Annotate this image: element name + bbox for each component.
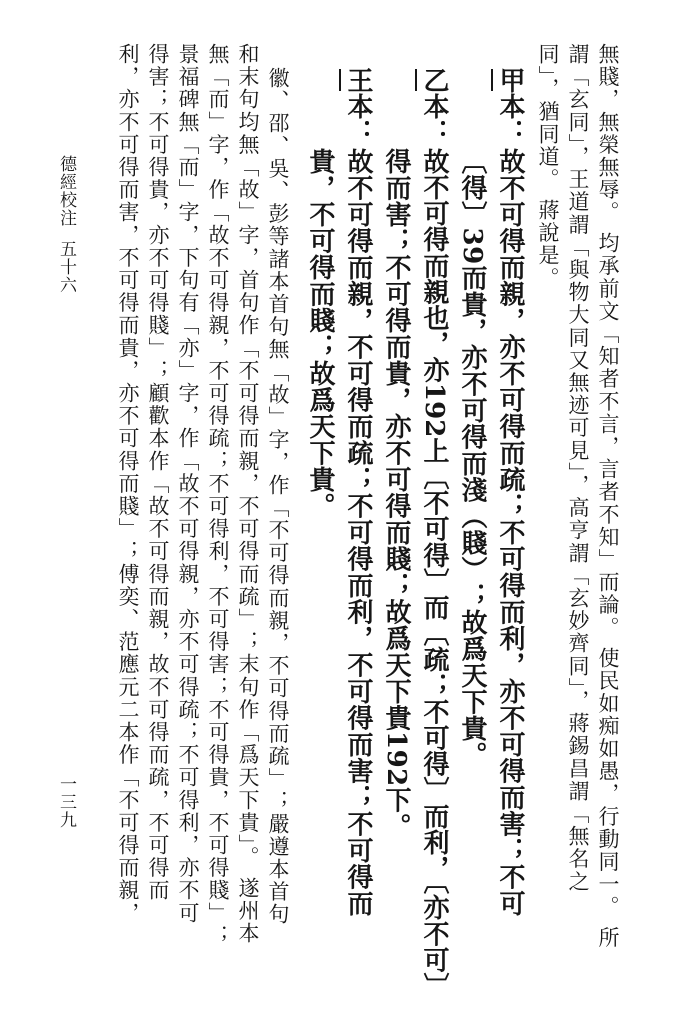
commentary-bottom-line-1: 徽、邵、吳、彭等諸本首句無「故」字，作「不可得而親，不可得而疏」；嚴遵本首句	[266, 67, 290, 926]
version-wang-line-1: 故不可得而親，不可得而疏；不可得而利，不可得而害；不可得而	[343, 148, 373, 917]
commentary-bottom-line-3: 無「而」字，作「故不可得親，不可得疏；不可得利，不可得害；不可得貴，不可得賤」；	[206, 43, 230, 947]
version-yi-line-2: 得而害；不可得而貴，亦不可得而賤；故爲天下貴192下。	[381, 148, 411, 840]
version-label-yi: 乙本：	[419, 67, 449, 145]
commentary-top-line-1: 無賤，無榮無辱。 均承前文「知者不言，言者不知」而論。 使民如痴如愚，行動同一。 所	[596, 43, 620, 950]
version-label-wang: 王本：	[343, 67, 373, 145]
version-label-jia: 甲本：	[495, 67, 525, 145]
version-jia-line-2: 〔得〕39而貴，亦不可得而淺（賤）；故爲天下貴。	[457, 148, 487, 769]
commentary-bottom-line-5: 得害；不可得貴，亦不可得賤」；顧歡本作「故不可得而親，故不可得而疏，不可得而	[146, 43, 170, 902]
commentary-bottom-line-2: 和末句均無「故」字，首句作「不可得而親，不可得而疏」；末句作「爲天下貴」。 遂州本	[236, 43, 260, 945]
commentary-top-line-3: 同」，猶同道。 蔣說是。	[536, 43, 560, 290]
version-jia-line-1: 故不可得而親，亦不可得而疏；不可得而利，亦不可得而害；不可	[495, 148, 525, 917]
running-title: 德經校注	[56, 155, 76, 227]
commentary-bottom-line-4: 景福碑無「而」字，下句有「亦」字，作「故不可得親，亦不可得疏；不可得利，亦不可	[176, 43, 200, 925]
commentary-bottom-line-6: 利，亦不可得而害，不可得而貴，亦不可得而賤」；傅奕、范應元二本作「不可得而親，	[116, 43, 140, 925]
chapter-number: 五十六	[56, 240, 76, 294]
version-wang-line-2: 貴，不可得而賤；故爲天下貴。	[305, 148, 335, 519]
commentary-top-line-2: 謂「玄同」，王道謂「與物大同又無迹可見」，高亨謂「玄妙齊同」，蔣錫昌謂「無名之	[566, 43, 590, 893]
version-yi-line-1: 故不可得而親也，亦192上〔不可得〕而〔疏；不可得〕而利，〔亦不可〕	[419, 148, 449, 999]
page-number: 一三九	[56, 775, 76, 829]
